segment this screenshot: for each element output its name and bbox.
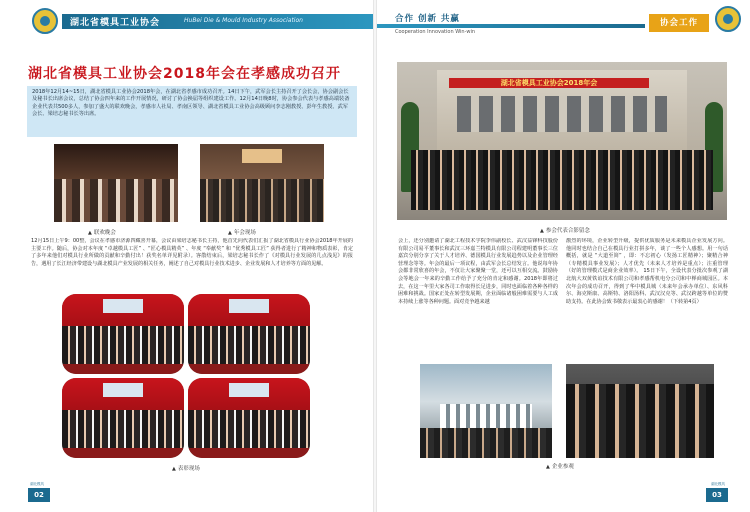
page-number-right: 03	[706, 488, 728, 502]
award-photo	[188, 294, 310, 374]
caption-gala: ▲ 联欢晚会	[88, 228, 116, 236]
caption-meeting: ▲ 年会现场	[228, 228, 256, 236]
article-title: 湖北省模具工业协会2018年会在孝感成功召开	[28, 66, 341, 82]
association-logo-icon	[32, 8, 58, 34]
caption-group: ▲ 参会代表合影留念	[540, 226, 590, 234]
slogan-cn: 合作 创新 共赢	[395, 14, 460, 24]
body-text-mid: 会上，还分别邀请了湖北工程技术学院李伟副校长、武汉益锋科技股份有限公司易平董事长和武汉三环嘉兰特模具有限公司程建明董事长三位嘉宾分别分享了关于人才培养、德国模具行业发展趋势以及企业管理经营理念等等。年会的最后一项议程，由武军会长总结发言。他说每年协会都非常欣喜的年会，不仅让大家聚聚一堂，还可以互相交流。鼓励协会等地会一年来的辛勤工作给予了充分的肯定和感谢。2018年即将过去，在这一年里大家各司工作取得长足进步，同时也面临着各种各样的困难和挑战。国家正处在转型发展期，企业面临诸般困难需要与人工成本持续上涨等各种问题。面对竞争越来越	[398, 238, 558, 305]
intro-box: 2018年12月14~15日，湖北省模具工业协会2018年会，在湖北省孝感市成功召开。14日下午，武军会长主持召开了会长会，协会副会长及秘书长出席会议，总结了协会四年来的工作开展情况，研讨了协会换届等组织建设工作。12月14日晚8时，协会参会代表与孝感高端装备企业代表共500多人，参加了盛大的联欢晚会，孝感市人社局、孝南区领导、湖北省模具工业协会高级顾问李志刚教授、彭年生教授、武军会长、梁培志秘书长等出席。	[27, 86, 357, 137]
award-photo	[188, 378, 310, 458]
caption-awards: ▲ 表彰现场	[172, 464, 200, 472]
award-photo	[62, 378, 184, 458]
caption-visit: ▲ 企业参观	[546, 462, 574, 470]
group-photo-banner: 湖北省模具工业协会2018年会	[449, 78, 649, 88]
body-text-left: 12月15日上午9：00整，会议在孝感市济源四藏喜开幕，会议由梁培志秘书长主持，他首先向代表们汇报了湖北省模具行业协会2018年开展的主要工作。随后，协会对本年度 “卓越模具工匠” 、“匠心模具精英” 、年度 “奉献奖” 和 “优秀模具工匠” 获得者进行了精神和物质表彰，肯定了多年来他们对模具行业所做的贡献和辛勤付出！获奖名单详见附录）。客散结束后，梁培志秘书长作了《对模具行业发展的几点浅见》的报告，遇用了长江经济带建设与湖北模具产业发展的相关任务，阐述了自己对模具行业技术进步、企业发展和人才培养等方面的见解。	[31, 238, 353, 267]
page-label-left: 湖北模具	[30, 482, 44, 486]
section-label: 协会工作	[649, 14, 709, 32]
page-label-right: 湖北模具	[711, 482, 725, 486]
visit-photo-people	[566, 364, 714, 458]
org-name-cn: 湖北省模具工业协会	[70, 18, 161, 28]
right-header	[375, 0, 750, 38]
page-number-left: 02	[28, 488, 50, 502]
association-logo-icon	[715, 6, 741, 32]
visit-photo-factory	[420, 364, 552, 458]
gala-photo	[54, 144, 178, 222]
awards-photo-grid	[62, 294, 310, 458]
org-name-en: HuBei Die & Mould Industry Association	[184, 17, 303, 24]
body-text-right: 激烈的环境，企业转型升级，提供优质服务是未来模具企业发展方向。他同时也结合自己在模具行业打拼多年，谈了一些个人感想。用一句话概括，就是 “大道至简” ，即：不忘初心（发扬工匠精神）；聚精合神（专精模具事业发展）；人才优先（未来人才培养是重点）；注重管理（好的管理模式是商企业效率）。 15日下午，全设代表分批次参观了湖北航大双黄铁谊技术有限公司和孝感帮机电分公司和中榉商城园区。本次年会的成功召开，得到了华中模具城（未来年会承办单位）、东风科尔、海克斯康、高斯特、洛阳汤科、武汉汉克等、武汉跨越等单位的赞助支持。在此协会致书敬表示最衷心的感谢！（下转第4页）	[566, 238, 728, 305]
meeting-photo	[200, 144, 324, 222]
header-band-right	[375, 24, 645, 28]
group-photo	[397, 62, 727, 220]
left-header	[0, 0, 375, 38]
award-photo	[62, 294, 184, 374]
page-spine	[373, 0, 377, 512]
slogan-en: Cooperation Innovation Win-win	[395, 29, 476, 35]
